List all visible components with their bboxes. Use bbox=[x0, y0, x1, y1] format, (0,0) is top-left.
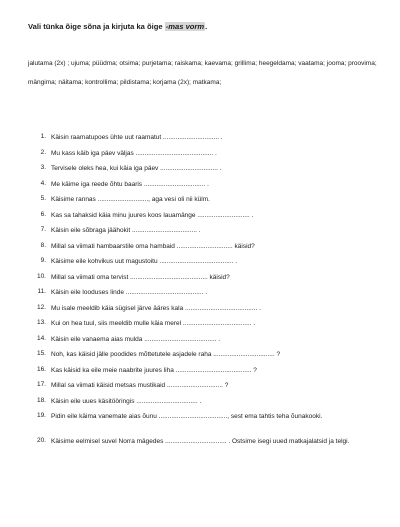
exercise-number: 15. bbox=[36, 350, 46, 357]
exercise-item bbox=[28, 366, 388, 382]
exercise-number: 20. bbox=[36, 437, 46, 444]
exercise-number: 12. bbox=[36, 303, 46, 311]
exercise-item bbox=[28, 180, 388, 196]
exercise-number: 9. bbox=[40, 257, 46, 264]
exercise-number: 6. bbox=[40, 210, 46, 218]
exercise-sentence: Käisin eile sõbraga jäähokit .................................... . bbox=[51, 227, 201, 234]
exercise-number: 11. bbox=[37, 288, 46, 295]
exercise-number: 18. bbox=[36, 396, 46, 404]
exercise-number: 16. bbox=[36, 365, 46, 373]
exercise-item bbox=[28, 242, 388, 258]
highlighted-form: -mas vorm bbox=[165, 22, 205, 31]
exercise-sentence: Mu kass käib iga päev väljas ........................................... . bbox=[51, 149, 217, 157]
exercise-item bbox=[28, 288, 388, 304]
exercise-number: 14. bbox=[36, 334, 46, 342]
exercise-sentence: Käisin raamatupoes ühte uut raamatut ............................... . bbox=[51, 134, 223, 141]
exercise-sentence: Käisin eile uues käsitööringis .................................. . bbox=[51, 397, 202, 405]
exercise-sentence: Millal sa viimati oma tervist ........................................... käisid? bbox=[51, 273, 230, 281]
exercise-sentence: Käisime rannas ............................, aga vesi oli nii külm. bbox=[51, 196, 210, 203]
exercise-item bbox=[28, 273, 388, 289]
exercise-sentence: Kas käisid ka eile meie naabrite juures liha .......................................... ? bbox=[51, 366, 257, 374]
instruction-prefix: Vali tünka õige sõna ja kirjuta ka õige bbox=[28, 22, 165, 31]
exercise-sentence: Tervisele oleks hea, kui käia iga päev ................................ . bbox=[51, 165, 222, 172]
exercise-sentence: Millal sa viimati käisid metsas mustikaid ............................... ? bbox=[51, 382, 229, 389]
exercise-number: 8. bbox=[40, 241, 46, 249]
word-bank: jalutama (2x) ; ujuma; püüdma; otsima; purjetama; raiskama; kaevama; grillima; heegeldama; vaatama; jooma; proovima; mängima; näitama; kontrollima; pildistama; korjama (2x); matkama; bbox=[28, 60, 377, 86]
instruction-suffix: . bbox=[205, 22, 208, 31]
exercise-number: 4. bbox=[40, 179, 46, 187]
exercise-number: 1. bbox=[40, 133, 46, 140]
exercise-item bbox=[28, 149, 388, 165]
exercise-sentence: Käisime eelmisel suvel Norra mägedes .................................. . Ostsime isegi uued matkajalatsid ja telgi. bbox=[51, 438, 350, 445]
exercise-item bbox=[28, 211, 388, 227]
exercise-sentence: Pidin eile käima vanemate aias õunu ......................................, sest ema tahtis teha õunakooki. bbox=[51, 413, 323, 420]
exercise-item bbox=[28, 195, 388, 211]
exercise-list bbox=[28, 133, 388, 462]
exercise-item bbox=[28, 350, 388, 366]
exercise-item bbox=[28, 304, 388, 320]
exercise-sentence: Noh, kas käisid jälle poodides mõttetutele asjadele raha .................................. ? bbox=[51, 351, 281, 358]
exercise-item bbox=[28, 133, 388, 149]
exercise-item bbox=[28, 437, 388, 462]
exercise-number: 2. bbox=[40, 148, 46, 156]
exercise-item bbox=[28, 257, 388, 273]
exercise-sentence: Mu isale meeldib käia sügisel järve ääres kala ........................................ . bbox=[51, 304, 261, 312]
exercise-sentence: Millal sa viimati hambaarstile oma hambaid ............................... käisid? bbox=[51, 242, 255, 250]
exercise-number: 13. bbox=[36, 319, 46, 326]
exercise-item bbox=[28, 226, 388, 242]
exercise-number: 5. bbox=[40, 195, 46, 202]
exercise-item bbox=[28, 319, 388, 335]
exercise-sentence: Käisin eile vanaema aias mulda ........................................ . bbox=[51, 335, 221, 343]
exercise-item bbox=[28, 397, 388, 413]
exercise-number: 7. bbox=[40, 226, 46, 233]
exercise-sentence: Me käime iga reede õhtu baaris .................................. . bbox=[51, 180, 209, 188]
exercise-item bbox=[28, 412, 388, 437]
instruction-title bbox=[28, 22, 207, 31]
exercise-number: 10. bbox=[36, 272, 46, 280]
exercise-sentence: Kui on hea tuul, siis meeldib mulle käia merel ...................................... . bbox=[51, 320, 256, 327]
exercise-sentence: Kas sa tahaksid käia minu juures koos lauamänge ............................. . bbox=[51, 211, 254, 219]
exercise-number: 19. bbox=[36, 412, 46, 419]
exercise-number: 17. bbox=[36, 381, 46, 388]
exercise-sentence: Käisime eile kohvikus uut magustoitu ......................................... . bbox=[51, 258, 238, 265]
exercise-number: 3. bbox=[40, 164, 46, 171]
exercise-item bbox=[28, 381, 388, 397]
exercise-item bbox=[28, 164, 388, 180]
exercise-item bbox=[28, 335, 388, 351]
exercise-sentence: Käisin eile looduses linde ........................................... . bbox=[51, 289, 208, 296]
